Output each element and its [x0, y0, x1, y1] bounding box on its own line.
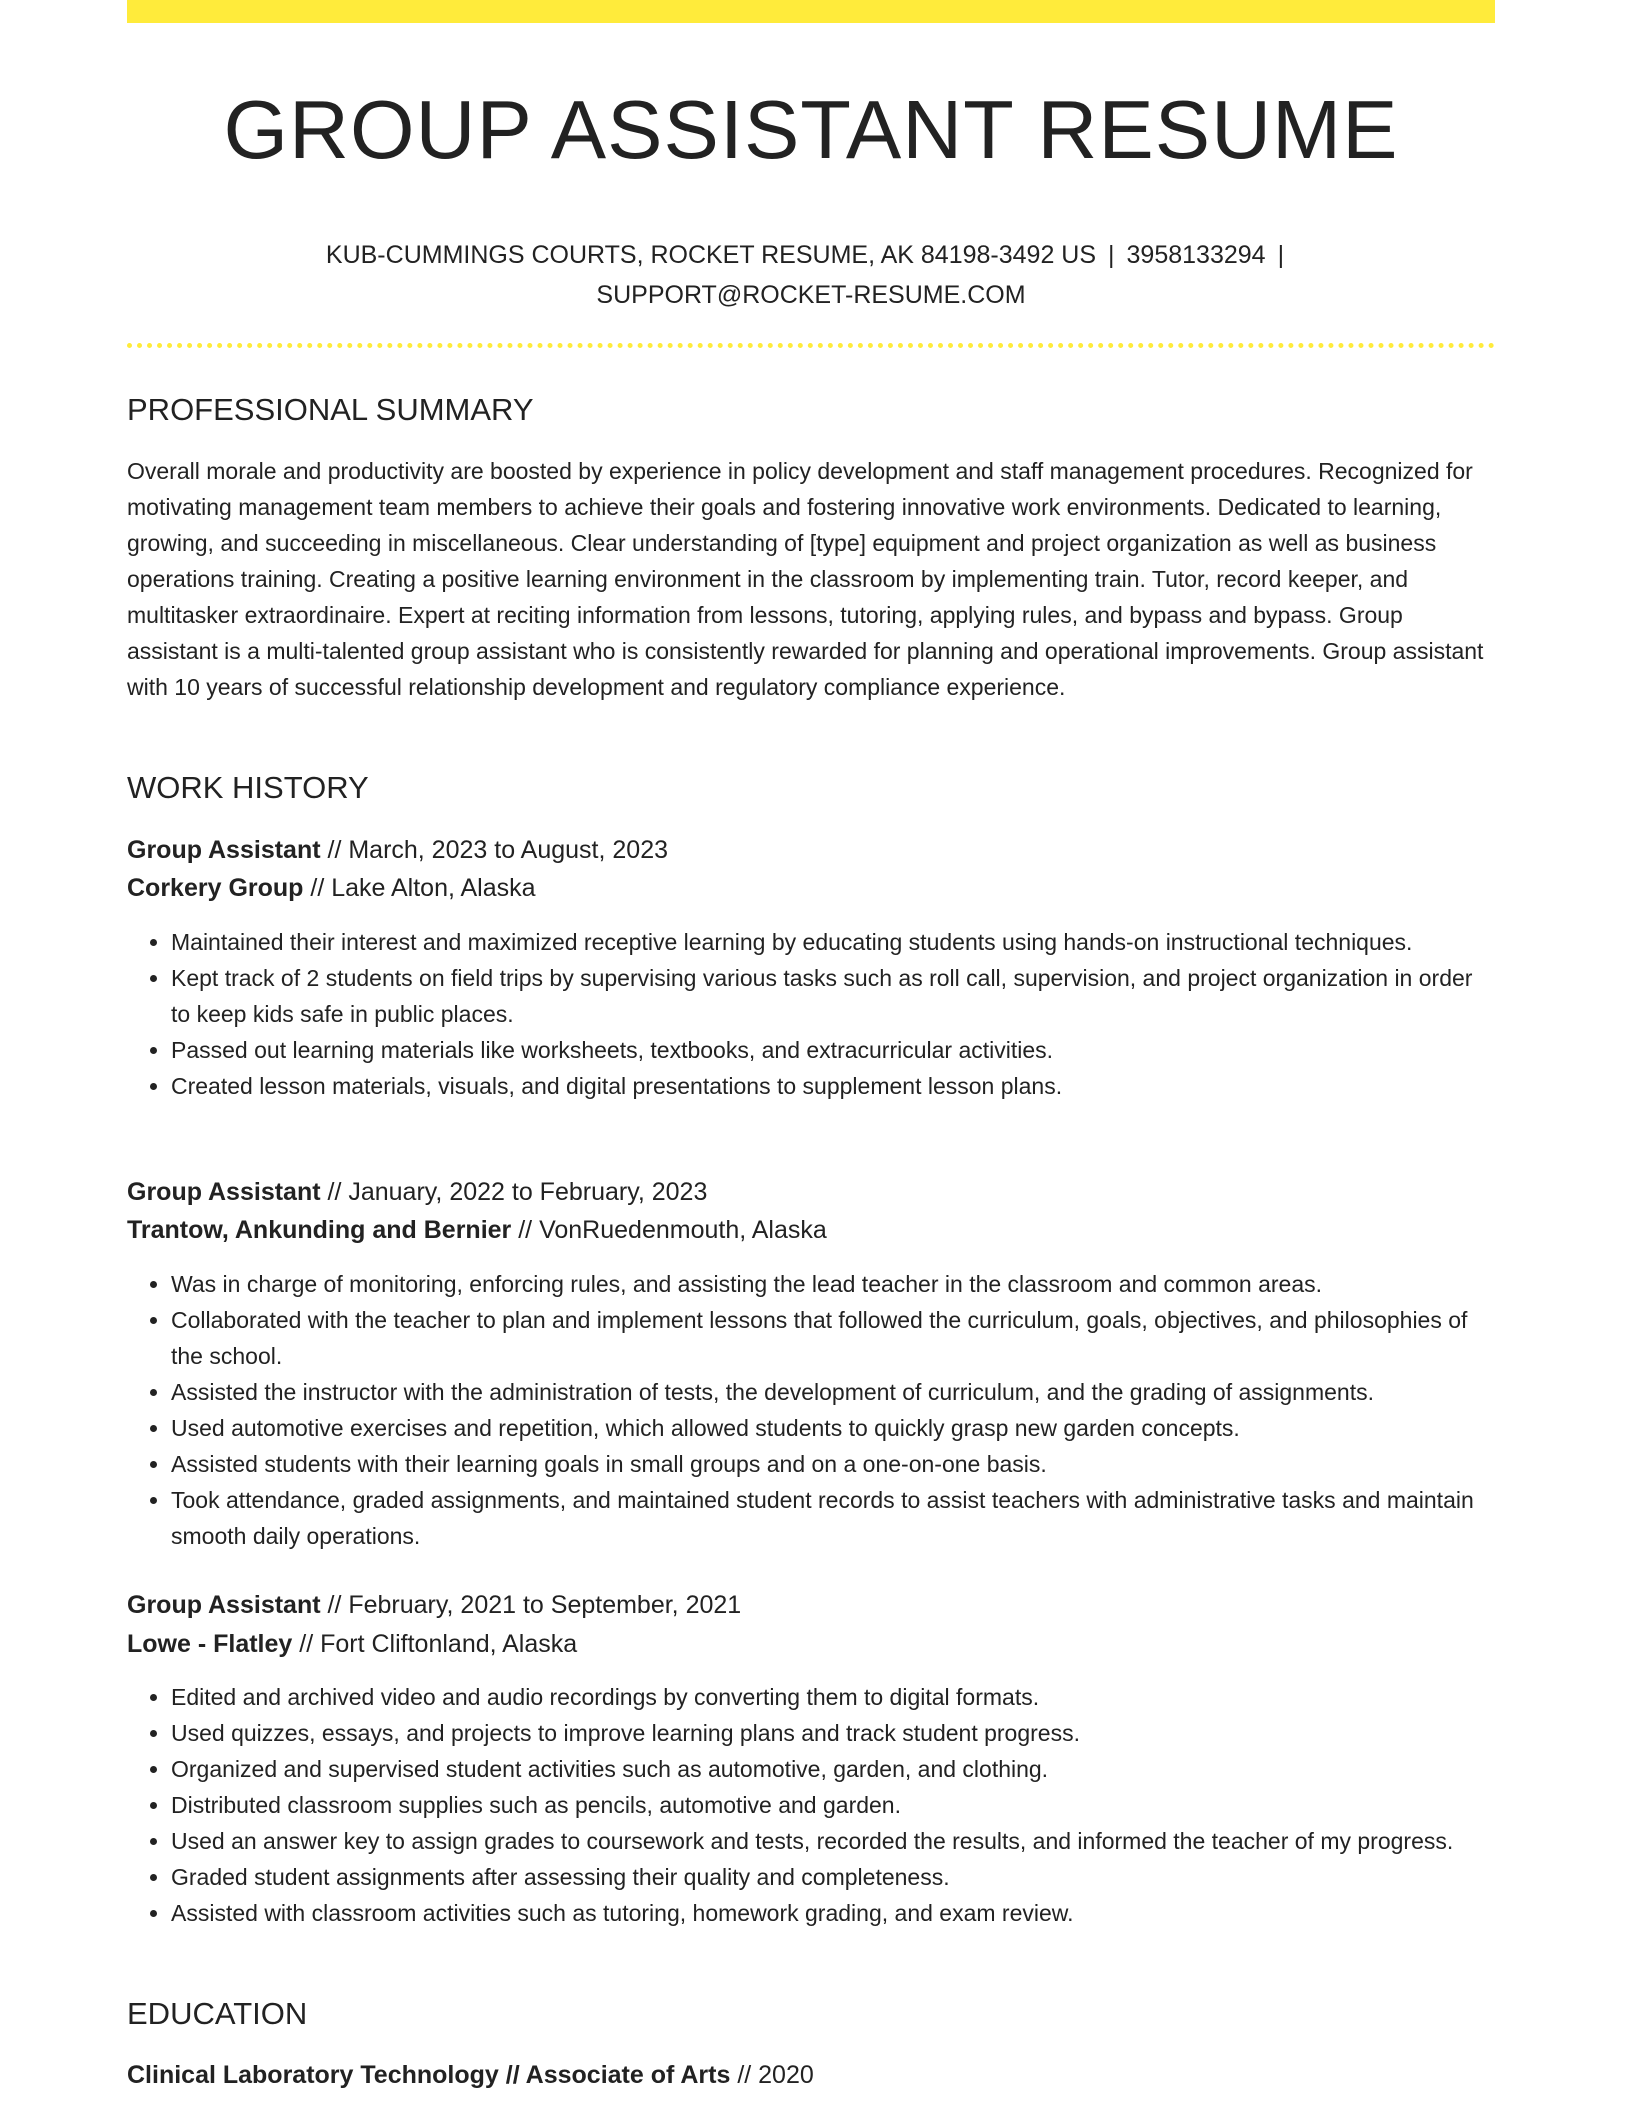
job-dates: // February, 2021 to September, 2021 [327, 1591, 742, 1619]
contact-phone: 3958133294 [1126, 241, 1266, 269]
list-item: • Graded student assignments after assessing their quality and completeness. [171, 1859, 1495, 1895]
contact-email: SUPPORT@ROCKET-RESUME.COM [596, 281, 1026, 309]
list-item: • Kept track of 2 students on field trips by supervising various tasks such as roll call, supervision, and project organization in order to keep kids safe in public places. [171, 960, 1495, 1032]
contact-separator: | [1277, 241, 1285, 269]
list-item: • Assisted the instructor with the administration of tests, the development of curriculum, and the grading of assignments. [171, 1374, 1495, 1410]
education-heading: EDUCATION [127, 1996, 308, 2031]
list-item: • Passed out learning materials like worksheets, textbooks, and extracurricular activities. [171, 1032, 1495, 1068]
contact-separator: | [1108, 241, 1115, 269]
job-company: Corkery Group [127, 874, 304, 902]
job-bullets [127, 924, 1495, 1104]
contact-address: KUB-CUMMINGS COURTS, ROCKET RESUME, AK 84198-3492 US [325, 241, 1097, 269]
education-degree: Clinical Laboratory Technology // Associate of Arts [127, 2061, 731, 2089]
header-divider [127, 343, 1495, 348]
list-item: • Used automotive exercises and repetition, which allowed students to quickly grasp new garden concepts. [171, 1410, 1495, 1446]
job-company-line [127, 1212, 827, 1248]
work-history-heading: WORK HISTORY [127, 770, 369, 805]
contact-info [311, 235, 1311, 315]
list-item: • Distributed classroom supplies such as pencils, automotive and garden. [171, 1787, 1495, 1823]
job-company-line [127, 870, 536, 906]
list-item: • Used an answer key to assign grades to coursework and tests, recorded the results, and informed the teacher of my progress. [171, 1823, 1495, 1859]
list-item: • Was in charge of monitoring, enforcing rules, and assisting the lead teacher in the classroom and common areas. [171, 1266, 1495, 1302]
job-title: Group Assistant [127, 1178, 321, 1206]
summary-text: Overall morale and productivity are boosted by experience in policy development and staff management procedures. Recognized for motivating management team members to achieve their goals and fostering innovative work environments. Dedicated to learning, growing, and succeeding in miscellaneous. Clear understanding of [type] equipment and project organization as well as business operations training. Creating a positive learning environment in the classroom by implementing train. Tutor, record keeper, and multitasker extraordinaire. Expert at reciting information from lessons, tutoring, applying rules, and bypass and bypass. Group assistant is a multi-talented group assistant who is consistently rewarded for planning and operational improvements. Group assistant with 10 years of successful relationship development and regulatory compliance experience. [127, 458, 1484, 700]
list-item: • Collaborated with the teacher to plan and implement lessons that followed the curriculum, goals, objectives, and philosophies of the school. [171, 1302, 1495, 1374]
job-dates: // January, 2022 to February, 2023 [327, 1178, 708, 1206]
list-item: • Assisted students with their learning goals in small groups and on a one-on-one basis. [171, 1446, 1495, 1482]
job-title-line [127, 1174, 707, 1210]
list-item: • Created lesson materials, visuals, and digital presentations to supplement lesson plans. [171, 1068, 1495, 1104]
education-year: // 2020 [737, 2061, 814, 2089]
job-bullets [127, 1266, 1495, 1554]
job-bullets [127, 1679, 1495, 1931]
job-location: // Lake Alton, Alaska [310, 874, 536, 902]
job-company: Trantow, Ankunding and Bernier [127, 1216, 512, 1244]
page-title: GROUP ASSISTANT RESUME [223, 83, 1399, 176]
job-dates: // March, 2023 to August, 2023 [327, 836, 669, 864]
job-company: Lowe - Flatley [127, 1630, 293, 1658]
job-location: // VonRuedenmouth, Alaska [518, 1216, 827, 1244]
list-item: • Maintained their interest and maximized receptive learning by educating students using hands-on instructional techniques. [171, 924, 1495, 960]
list-item: • Organized and supervised student activities such as automotive, garden, and clothing. [171, 1751, 1495, 1787]
summary-heading: PROFESSIONAL SUMMARY [127, 392, 534, 427]
list-item: • Assisted with classroom activities such as tutoring, homework grading, and exam review. [171, 1895, 1495, 1931]
job-location: // Fort Cliftonland, Alaska [299, 1630, 578, 1658]
job-title: Group Assistant [127, 1591, 321, 1619]
job-title: Group Assistant [127, 836, 321, 864]
list-item: • Used quizzes, essays, and projects to improve learning plans and track student progress. [171, 1715, 1495, 1751]
list-item: • Edited and archived video and audio recordings by converting them to digital formats. [171, 1679, 1495, 1715]
list-item: • Took attendance, graded assignments, and maintained student records to assist teachers with administrative tasks and maintain smooth daily operations. [171, 1482, 1495, 1554]
job-title-line [127, 1587, 741, 1623]
job-company-line [127, 1626, 577, 1662]
job-title-line [127, 832, 668, 868]
education-entry [127, 2057, 814, 2093]
accent-top-bar [127, 0, 1495, 23]
